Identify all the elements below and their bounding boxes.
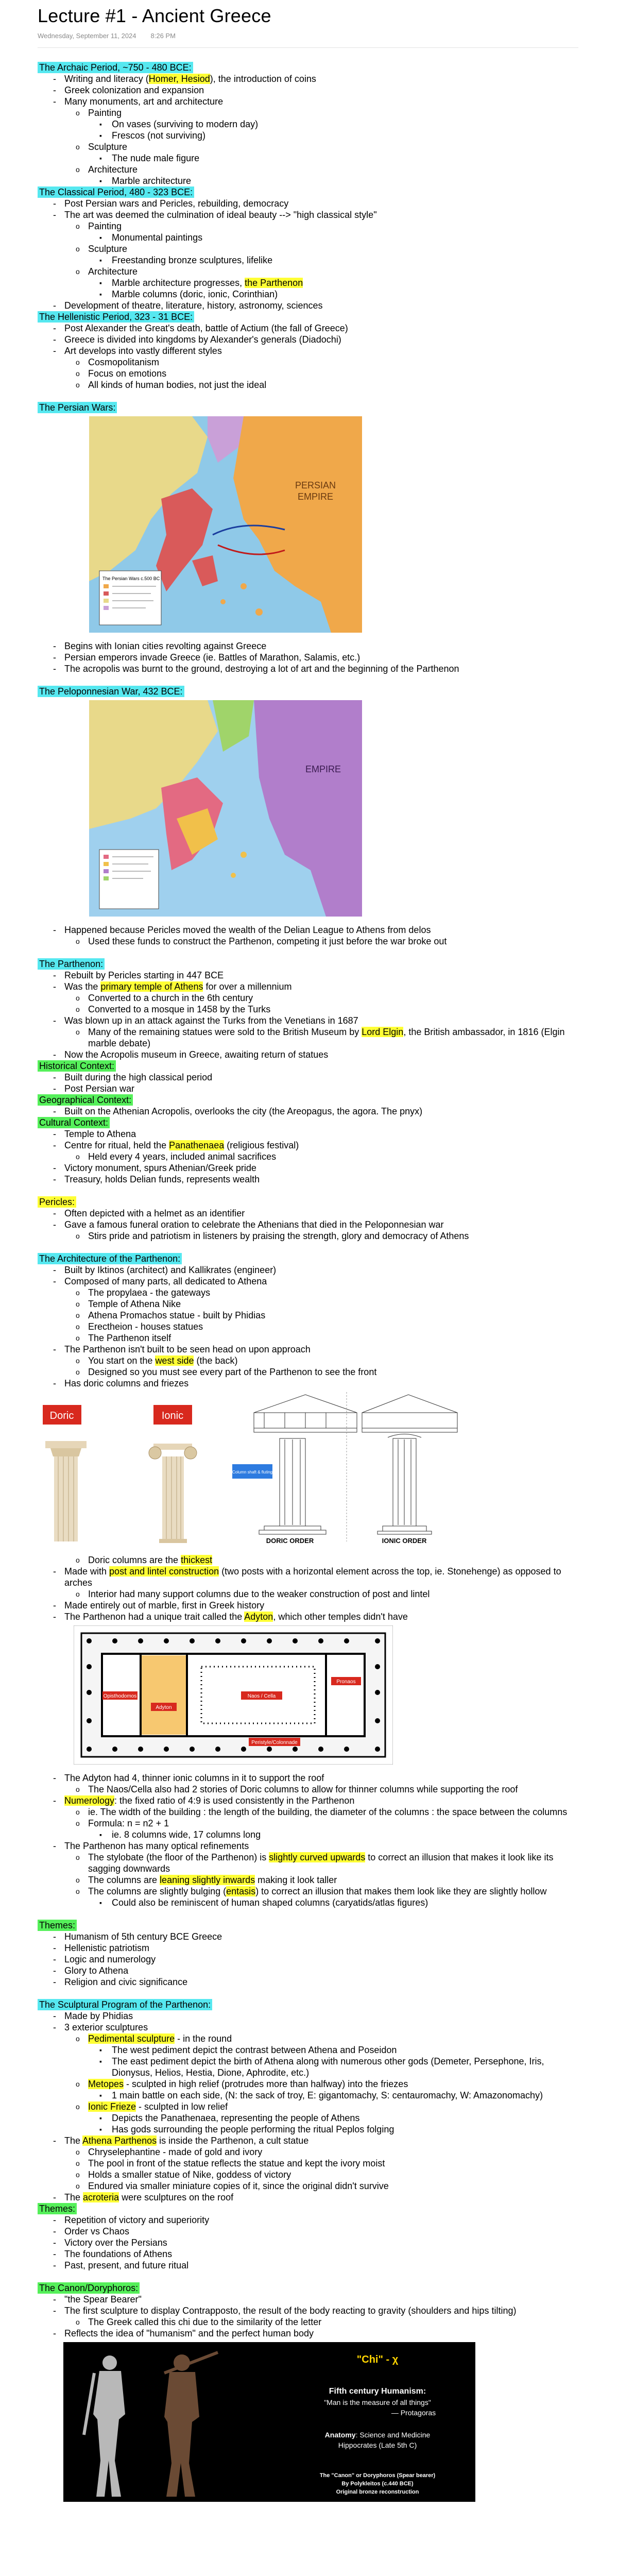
chi-label: "Chi" - χ: [356, 2354, 399, 2365]
orders-image: [38, 1392, 475, 1547]
section-heading: The Hellenistic Period, 323 - 31 BCE:: [38, 311, 583, 323]
map-image: [89, 700, 362, 917]
doric-label: Doric: [49, 1410, 74, 1421]
anatomy-text: : Science and Medicine: [355, 2431, 431, 2439]
section-heading: The Architecture of the Parthenon:: [38, 1253, 583, 1264]
section-heading: The Classical Period, 480 - 323 BCE:: [38, 187, 583, 198]
page-title: Lecture #1 - Ancient Greece: [38, 5, 271, 26]
ionic-label: Ionic: [161, 1410, 184, 1421]
protagoras-attribution: — Protagoras: [391, 2409, 436, 2417]
svg-text:EMPIRE: EMPIRE: [298, 492, 334, 502]
bullet-list: o Doric columns are the thickest - Made with post and lintel construction (two posts with a horizontal element across the top, ie. Stonehenge) as opposed to arches o Interior had many support columns due to the weaker construction of post and lintel - Made entirely out of marble, first in Greek history - The Parthenon had a unique trait called the Adyton, which other temples didn't have: [38, 1554, 583, 1622]
section-heading: The Peloponnesian War, 432 BCE:: [38, 686, 583, 697]
bullet-list: - "the Spear Bearer" - The first sculpture to display Contrapposto, the result of the body reacting to gravity (shoulders and hips tilting) o The Greek called this chi due to the similarity of the letter - Reflects the idea of "humanism" and the perfect human body: [38, 2294, 583, 2339]
section-heading: The Persian Wars:: [38, 402, 583, 413]
statue-image: [63, 2342, 475, 2502]
statue-caption: Original bronze reconstruction: [336, 2489, 419, 2495]
ionic-column: [149, 1444, 197, 1543]
temple-plan-figure: [38, 1625, 583, 1767]
adyton-label: Adyton: [156, 1705, 172, 1710]
map-image: [89, 416, 362, 633]
peristyle-label: Peristyle/Colonnade: [251, 1740, 298, 1745]
page-meta: [38, 32, 190, 40]
persian-wars-map: [38, 416, 583, 635]
bullet-list: - Built during the high classical period - Post Persian war: [38, 1072, 583, 1094]
svg-text:EMPIRE: EMPIRE: [305, 764, 341, 774]
humanism-title: Fifth century Humanism:: [329, 2387, 426, 2396]
section-heading: The Parthenon:: [38, 958, 583, 970]
section-heading: The Archaic Period, ~750 - 480 BCE:: [38, 62, 583, 73]
note-body: [38, 62, 583, 2510]
bullet-list: - Begins with Ionian cities revolting against Greece - Persian emperors invade Greece (ie. Battles of Marathon, Salamis, etc.) - The acropolis was burnt to the ground, destroying a lot of art and the beginning of the Parthenon: [38, 640, 583, 674]
anatomy-line: [325, 2431, 431, 2439]
bullet-list: - Built on the Athenian Acropolis, overlooks the city (the Areopagus, the agora. The pnyx): [38, 1106, 583, 1117]
section-heading: Cultural Context:: [38, 1117, 583, 1128]
order-diagram: [254, 1395, 457, 1534]
note-time: 8:26 PM: [150, 32, 176, 40]
bullet-list: - Post Alexander the Great's death, battle of Actium (the fall of Greece) - Greece is divided into kingdoms by Alexander's generals (Diadochi) - Art develops into vastly different styles o Cosmopolitanism o Focus on emotions o All kinds of human bodies, not just the ideal: [38, 323, 583, 391]
bullet-list: - Made by Phidias - 3 exterior sculptures o Pedimental sculpture - in the round ▪ The west pediment depict the contrast between Athena and Poseidon ▪ The east pediment depict the birth of Athena along with numerous other gods (Demeter, Persephone, Iris, Dionysus, Helios, Hestia, Dione, Aphrodite, etc.) o Metopes - sculpted in high relief (protrudes more than halfway) into the friezes ▪ 1 main battle on each side, (N: the sack of troy, E: gigantomachy, S: centauromachy, W: Amazonomachy) o Ionic Frieze - sculpted in low relief ▪ Depicts the Panathenaea, representing the people of Athens ▪ Has gods surrounding the people performing the ritual Peplos folging - The Athena Parthenos is inside the Parthenon, a cult statue o Chryselephantine - made of gold and ivory o The pool in front of the statue reflects the statue and kept the ivory moist o Holds a smaller statue of Nike, goddess of victory o Endured via smaller miniature copies of it, since the original didn't survive - The acroteria were sculptures on the roof: [38, 2010, 583, 2203]
note-date: Wednesday, September 11, 2024: [38, 32, 136, 40]
bullet-list: - Built by Iktinos (architect) and Kallikrates (engineer) - Composed of many parts, all dedicated to Athena o The propylaea - the gateways o Temple of Athena Nike o Athena Promachos statue - built by Phidias o Erectheion - houses statues o The Parthenon itself - The Parthenon isn't built to be seen head on upon approach o You start on the west side (the back) o Designed so you must see every part of the Parthenon to see the front - Has doric columns and friezes: [38, 1264, 583, 1389]
bullet-list: - Temple to Athena - Centre for ritual, held the Panathenaea (religious festival) o Held every 4 years, included animal sacrifices - Victory monument, spurs Athenian/Greek pride - Treasury, holds Delian funds, represents wealth: [38, 1128, 583, 1185]
section-heading: Geographical Context:: [38, 1094, 583, 1106]
svg-text:The Persian Wars c.500 BC: The Persian Wars c.500 BC: [102, 576, 160, 581]
svg-text:PERSIAN: PERSIAN: [295, 480, 336, 490]
doric-order-label: DORIC ORDER: [266, 1537, 314, 1545]
pronaos-label: Pronaos: [336, 1679, 356, 1685]
naos-label: Naos / Cella: [247, 1693, 276, 1699]
bullet-list: - Happened because Pericles moved the wealth of the Delian League to Athens from delos o Used these funds to construct the Parthenon, competing it just before the war broke out: [38, 924, 583, 947]
anatomy-label: Anatomy: [324, 2431, 356, 2439]
section-heading: The Sculptural Program of the Parthenon:: [38, 1999, 583, 2010]
title-divider: [38, 47, 578, 48]
plan-image: [74, 1625, 393, 1765]
shaft-label: Column shaft & fluting: [232, 1470, 273, 1475]
peloponnesian-war-map: [38, 700, 583, 919]
bullet-list: - Writing and literacy (Homer, Hesiod), the introduction of coins - Greek colonization and expansion - Many monuments, art and architecture o Painting ▪ On vases (surviving to modern day) ▪ Frescos (not surviving) o Sculpture ▪ The nude male figure o Architecture ▪ Marble architecture: [38, 73, 583, 187]
bullet-list: - The Adyton had 4, thinner ionic columns in it to support the roof o The Naos/Cella also had 2 stories of Doric columns to allow for thinner columns while supporting the roof - Numerology: the fixed ratio of 4:9 is used consistently in the Parthenon o ie. The width of the building : the length of the building, the diameter of the columns : the space between the columns o Formula: n = n2 + 1 ▪ ie. 8 columns wide, 17 columns long - The Parthenon has many optical refinements o The stylobate (the floor of the Parthenon) is slightly curved upwards to correct an illusion that makes it look like its sagging downwards o The columns are leaning slightly inwards making it look taller o The columns are slightly bulging (entasis) to correct an illusion that makes them look like they are slightly hollow ▪ Could also be reminiscent of human shaped columns (caryatids/atlas figures): [38, 1772, 583, 1908]
bullet-list: - Repetition of victory and superiority - Order vs Chaos - Victory over the Persians - The foundations of Athens - Past, present, and future ritual: [38, 2214, 583, 2271]
statue-caption: The "Canon" or Doryphoros (Spear bearer): [319, 2472, 436, 2479]
column-orders-figure: [38, 1392, 583, 1549]
section-heading: The Canon/Doryphoros:: [38, 2282, 583, 2294]
section-heading: Themes:: [38, 2203, 583, 2214]
section-heading: Historical Context:: [38, 1060, 583, 1072]
protagoras-quote: "Man is the measure of all things": [324, 2398, 431, 2406]
bullet-list: - Rebuilt by Pericles starting in 447 BCE - Was the primary temple of Athens for over a millennium o Converted to a church in the 6th century o Converted to a mosque in 1458 by the Turks - Was blown up in an attack against the Turks from the Venetians in 1687 o Many of the remaining statues were sold to the British Museum by Lord Elgin, the British ambassador, in 1816 (Elgin marble debate) - Now the Acropolis museum in Greece, awaiting return of statues: [38, 970, 583, 1060]
bullet-list: - Humanism of 5th century BCE Greece - Hellenistic patriotism - Logic and numerology - Glory to Athena - Religion and civic significance: [38, 1931, 583, 1988]
opisthodomos-label: Opisthodomos: [103, 1693, 137, 1699]
ionic-order-label: IONIC ORDER: [382, 1537, 427, 1545]
doryphoros-figure: [38, 2342, 583, 2504]
section-heading: Themes:: [38, 1920, 583, 1931]
section-heading: Pericles:: [38, 1196, 583, 1208]
doric-column: [45, 1441, 87, 1541]
bullet-list: - Often depicted with a helmet as an identifier - Gave a famous funeral oration to celebrate the Athenians that died in the Peloponnesian war o Stirs pride and patriotism in listeners by praising the strength, glory and democracy of Athens: [38, 1208, 583, 1242]
hippocrates-line: Hippocrates (Late 5th C): [338, 2441, 417, 2449]
bullet-list: - Post Persian wars and Pericles, rebuilding, democracy - The art was deemed the culmination of ideal beauty --> "high classical style" o Painting ▪ Monumental paintings o Sculpture ▪ Freestanding bronze sculptures, lifelike o Architecture ▪ Marble architecture progresses, the Parthenon ▪ Marble columns (doric, ionic, Corinthian) - Development of theatre, literature, history, astronomy, sciences: [38, 198, 583, 311]
statue-caption: By Polykleitos (c.440 BCE): [341, 2481, 414, 2487]
